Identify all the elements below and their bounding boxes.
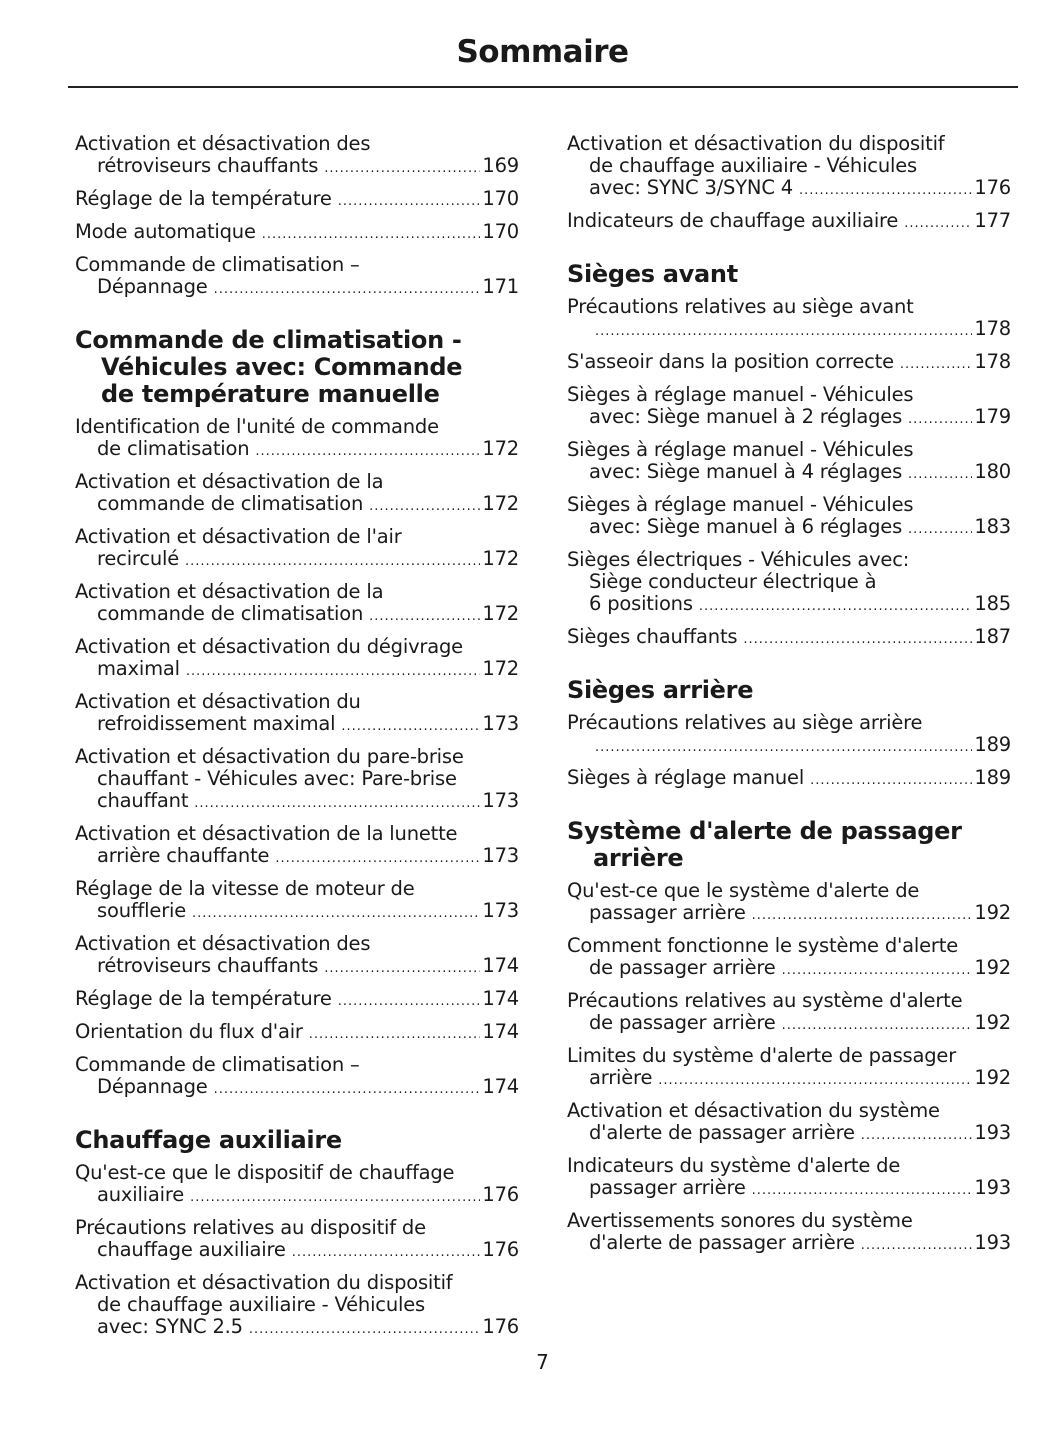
entry-page-number: 176 [482,1238,519,1261]
entry-text: Qu'est-ce que le système d'alerte de [567,879,920,902]
entry-text: arrière [589,1066,653,1089]
entry-text: Activation et désactivation de la [75,580,384,603]
toc-entry[interactable] [567,1155,1011,1202]
entry-last-line [567,210,1011,235]
toc-entry[interactable] [567,880,1011,927]
entry-text: avec: SYNC 2.5 [97,1315,243,1338]
dot-leader [752,905,973,927]
section-heading [567,818,1011,872]
entry-page-number: 169 [482,154,519,177]
entry-text: Siège conducteur électrique à [589,570,877,593]
entry-page-number: 173 [482,789,519,812]
entry-text: maximal [97,657,180,680]
entry-text: Orientation du flux d'air [75,1020,303,1043]
entry-text: Identification de l'unité de commande [75,415,439,438]
entry-last-line [75,155,519,180]
toc-entry[interactable] [75,1272,519,1341]
entry-page-number: 176 [482,1183,519,1206]
entry-text: Mode automatique [75,220,256,243]
entry-text: avec: Siège manuel à 4 réglages [589,460,903,483]
entry-text: de climatisation [97,437,250,460]
entry-page-number: 193 [974,1231,1011,1254]
entry-page-number: 174 [482,1075,519,1098]
entry-last-line [567,406,1011,431]
entry-last-line [567,461,1011,486]
entry-last-line [75,1239,519,1264]
entry-page-number: 174 [482,987,519,1010]
entry-last-line [567,767,1011,792]
dot-leader [782,960,973,982]
toc-entry[interactable] [75,188,519,213]
toc-entry[interactable] [75,221,519,246]
dot-leader [743,629,972,651]
entry-page-number: 173 [482,844,519,867]
toc-entry[interactable] [567,1210,1011,1257]
entry-last-line [567,902,1011,927]
entry-page-number: 179 [974,405,1011,428]
entry-text: 6 positions [589,592,693,615]
entry-page-number: 172 [482,657,519,680]
dot-leader [904,213,972,235]
toc-entry[interactable] [75,823,519,870]
dot-leader [595,321,972,343]
toc-entry[interactable] [567,133,1011,202]
dot-leader [782,1015,973,1037]
entry-last-line [567,626,1011,651]
dot-leader [324,158,480,180]
entry-last-line [75,1021,519,1046]
entry-page-number: 174 [482,954,519,977]
toc-entry[interactable] [567,549,1011,618]
dot-leader [185,551,480,573]
entry-last-line [567,593,1011,618]
entry-text: Précautions relatives au siège arrière [567,711,923,734]
dot-leader [249,1319,480,1341]
entry-page-number: 189 [974,766,1011,789]
section-heading [567,261,1011,288]
toc-entry[interactable] [75,471,519,518]
toc-entry[interactable] [567,384,1011,431]
entry-text: passager arrière [589,1176,746,1199]
entry-page-number: 192 [974,901,1011,924]
toc-entry[interactable] [75,878,519,925]
entry-text: Comment fonctionne le système d'alerte [567,934,958,957]
entry-text: de passager arrière [589,956,776,979]
toc-entry[interactable] [567,439,1011,486]
entry-last-line [75,955,519,980]
entry-page-number: 189 [974,733,1011,756]
toc-entry[interactable] [567,494,1011,541]
dot-leader [699,596,973,618]
toc-entry[interactable] [75,933,519,980]
entry-text: soufflerie [97,899,187,922]
entry-last-line [567,1232,1011,1257]
dot-leader [292,1242,481,1264]
entry-text: avec: Siège manuel à 6 réglages [589,515,903,538]
dot-leader [190,1187,480,1209]
heading-line: Chauffage auxiliaire [75,1126,342,1154]
toc-entry[interactable] [75,581,519,628]
entry-last-line [75,658,519,683]
dot-leader [338,191,481,213]
entry-text: Sièges à réglage manuel [567,766,805,789]
toc-entry[interactable] [567,990,1011,1037]
dot-leader [900,354,972,376]
entry-text: avec: Siège manuel à 2 réglages [589,405,903,428]
entry-last-line [75,1316,519,1341]
dot-leader [908,409,972,431]
entry-text: d'alerte de passager arrière [589,1231,855,1254]
dot-leader [752,1180,973,1202]
dot-leader [369,496,480,518]
entry-text: d'alerte de passager arrière [589,1121,855,1144]
heading-line: de température manuelle [101,380,440,408]
entry-text: Indicateurs de chauffage auxiliaire [567,209,899,232]
entry-text: de chauffage auxiliaire - Véhicules [97,1293,425,1316]
entry-last-line [75,845,519,870]
entry-last-line [75,603,519,628]
entry-page-number: 172 [482,492,519,515]
entry-text: Précautions relatives au dispositif de [75,1216,426,1239]
entry-last-line [567,177,1011,202]
entry-page-number: 171 [482,275,519,298]
toc-entry[interactable] [75,1021,519,1046]
entry-text: Activation et désactivation du pare-brise [75,745,464,768]
entry-page-number: 193 [974,1121,1011,1144]
entry-text: chauffant [97,789,189,812]
toc-entry[interactable] [75,691,519,738]
dot-leader [595,737,972,759]
entry-text: commande de climatisation [97,492,364,515]
entry-text: Précautions relatives au siège avant [567,295,914,318]
toc-entry[interactable] [567,296,1011,343]
entry-text: Réglage de la température [75,987,332,1010]
dot-leader [192,903,480,925]
heading-line: Sièges arrière [567,676,754,704]
entry-text: recirculé [97,547,180,570]
entry-last-line [567,1012,1011,1037]
dot-leader [309,1024,481,1046]
entry-text: avec: SYNC 3/SYNC 4 [589,176,793,199]
entry-text: commande de climatisation [97,602,364,625]
entry-text: de chauffage auxiliaire - Véhicules [589,154,917,177]
toc-entry[interactable] [567,1100,1011,1147]
dot-leader [194,793,480,815]
entry-last-line [567,516,1011,541]
entry-text: rétroviseurs chauffants [97,154,319,177]
entry-last-line [75,438,519,463]
entry-text: Commande de climatisation – [75,253,360,276]
dot-leader [255,441,480,463]
toc-left-column [75,133,519,1349]
entry-page-number: 192 [974,956,1011,979]
entry-page-number: 173 [482,712,519,735]
toc-entry[interactable] [567,767,1011,792]
entry-last-line [75,188,519,213]
section-heading [567,677,1011,704]
entry-text: Sièges à réglage manuel - Véhicules [567,493,914,516]
entry-text: Dépannage [97,275,208,298]
entry-last-line [75,493,519,518]
entry-last-line [75,1184,519,1209]
dot-leader [908,519,972,541]
entry-last-line [75,988,519,1013]
entry-text: Sièges à réglage manuel - Véhicules [567,438,914,461]
toc-entry[interactable] [75,1054,519,1101]
entry-last-line [567,1177,1011,1202]
entry-page-number: 176 [482,1315,519,1338]
entry-last-line [75,221,519,246]
entry-page-number: 193 [974,1176,1011,1199]
entry-text: Activation et désactivation de la lunette [75,822,458,845]
page-number: 7 [536,1350,549,1374]
entry-text: Réglage de la vitesse de moteur de [75,877,415,900]
toc-entry[interactable] [75,1162,519,1209]
entry-text: chauffage auxiliaire [97,1238,286,1261]
toc-entry[interactable] [75,746,519,815]
entry-text: S'asseoir dans la position correcte [567,350,894,373]
entry-text: chauffant - Véhicules avec: Pare-brise [97,767,457,790]
toc-entry[interactable] [75,988,519,1013]
entry-page-number: 172 [482,437,519,460]
dot-leader [861,1125,973,1147]
toc-entry[interactable] [567,626,1011,651]
title-divider [68,86,1018,88]
dot-leader [908,464,972,486]
entry-last-line [75,1076,519,1101]
entry-text: Précautions relatives au système d'alerte [567,989,963,1012]
toc-entry[interactable] [567,1045,1011,1092]
entry-page-number: 170 [482,220,519,243]
entry-text: Avertissements sonores du système [567,1209,913,1232]
entry-page-number: 172 [482,602,519,625]
entry-page-number: 178 [974,350,1011,373]
entry-text: Sièges chauffants [567,625,738,648]
entry-text: Commande de climatisation – [75,1053,360,1076]
entry-page-number: 192 [974,1011,1011,1034]
entry-text: Qu'est-ce que le dispositif de chauffage [75,1161,455,1184]
heading-line: Commande de climatisation - [75,326,462,354]
entry-page-number: 173 [482,899,519,922]
entry-text: Activation et désactivation des [75,932,371,955]
entry-page-number: 192 [974,1066,1011,1089]
toc-entry[interactable] [75,526,519,573]
heading-line: Véhicules avec: Commande [101,353,463,381]
entry-page-number: 180 [974,460,1011,483]
entry-page-number: 185 [974,592,1011,615]
dot-leader [369,606,480,628]
entry-last-line [75,713,519,738]
entry-page-number: 172 [482,547,519,570]
entry-text: Activation et désactivation du [75,690,361,713]
entry-page-number: 174 [482,1020,519,1043]
entry-text: de passager arrière [589,1011,776,1034]
entry-last-line [75,276,519,301]
dot-leader [186,661,481,683]
dot-leader [275,848,480,870]
entry-page-number: 187 [974,625,1011,648]
entry-text: auxiliaire [97,1183,185,1206]
entry-text: Activation et désactivation de la [75,470,384,493]
entry-last-line [567,1067,1011,1092]
entry-text: arrière chauffante [97,844,270,867]
entry-text: Activation et désactivation du dispositif [75,1271,453,1294]
entry-last-line [567,318,1011,343]
page-title: Sommaire [456,34,629,70]
heading-line: arrière [593,844,684,872]
entry-text: Indicateurs du système d'alerte de [567,1154,901,1177]
entry-text: Activation et désactivation du dispositif [567,132,945,155]
toc-entry[interactable] [75,636,519,683]
section-heading [75,327,519,408]
entry-last-line [567,1122,1011,1147]
toc-entry[interactable] [567,935,1011,982]
dot-leader [861,1235,973,1257]
dot-leader [338,991,481,1013]
toc-entry[interactable] [567,210,1011,235]
entry-text: Limites du système d'alerte de passager [567,1044,957,1067]
entry-text: rétroviseurs chauffants [97,954,319,977]
dot-leader [214,1079,481,1101]
dot-leader [214,279,481,301]
section-heading [75,1127,519,1154]
heading-line: Sièges avant [567,260,738,288]
entry-text: Activation et désactivation des [75,132,371,155]
entry-text: refroidissement maximal [97,712,336,735]
entry-page-number: 177 [974,209,1011,232]
entry-last-line [75,790,519,815]
entry-last-line [75,900,519,925]
toc-right-column [567,133,1011,1265]
entry-page-number: 178 [974,317,1011,340]
toc-entry[interactable] [75,254,519,301]
entry-page-number: 176 [974,176,1011,199]
toc-entry[interactable] [75,133,519,180]
toc-entry[interactable] [567,351,1011,376]
entry-text: Dépannage [97,1075,208,1098]
toc-entry[interactable] [75,416,519,463]
entry-last-line [567,957,1011,982]
dot-leader [658,1070,972,1092]
entry-text: Sièges à réglage manuel - Véhicules [567,383,914,406]
entry-last-line [567,351,1011,376]
dot-leader [262,224,481,246]
dot-leader [341,716,480,738]
entry-text: Sièges électriques - Véhicules avec: [567,548,910,571]
heading-line: Système d'alerte de passager [567,817,962,845]
entry-text: Activation et désactivation du système [567,1099,940,1122]
dot-leader [799,180,972,202]
entry-page-number: 183 [974,515,1011,538]
entry-text: passager arrière [589,901,746,924]
entry-last-line [75,548,519,573]
toc-entry[interactable] [567,712,1011,759]
entry-text: Activation et désactivation du dégivrage [75,635,463,658]
dot-leader [810,770,972,792]
entry-last-line [567,734,1011,759]
toc-entry[interactable] [75,1217,519,1264]
entry-page-number: 170 [482,187,519,210]
dot-leader [324,958,480,980]
entry-text: Activation et désactivation de l'air [75,525,402,548]
entry-text: Réglage de la température [75,187,332,210]
